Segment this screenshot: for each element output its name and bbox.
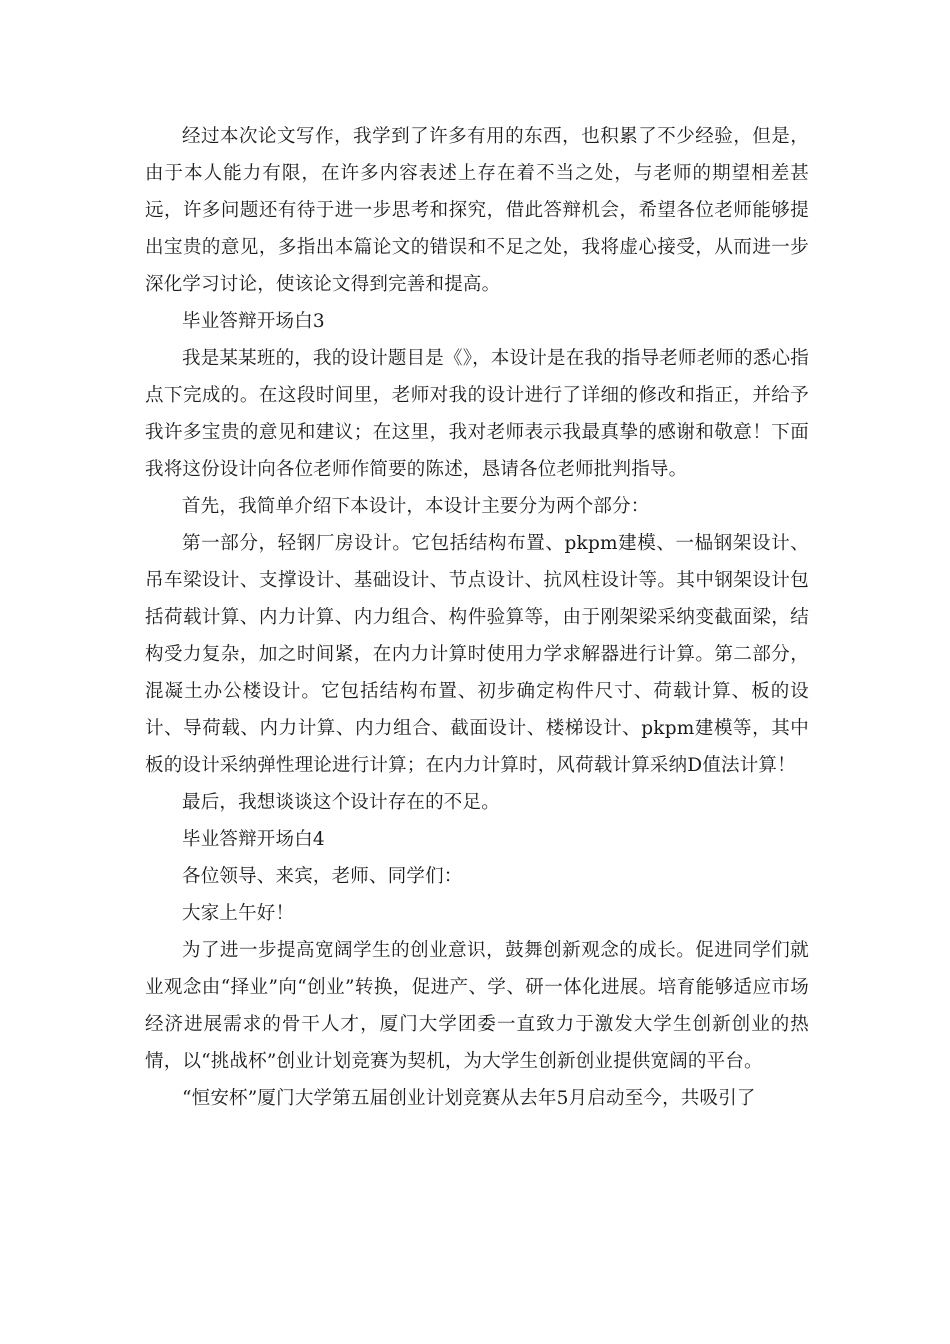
- heading-opening-3: 毕业答辩开场白3: [182, 311, 325, 332]
- paragraph-competition: “恒安杯”厦门大学第五届创业计划竞赛从去年5月启动至今，共吸引了: [182, 1088, 756, 1109]
- heading-opening-4: 毕业答辩开场白4: [182, 829, 325, 850]
- paragraph-entrepreneurship: 为了进一步提高宽阔学生的创业意识，鼓舞创新观念的成长。促进同学们就业观念由“择业”向“创业”转换，促进产、学、研一体化进展。培育能够适应市场经济进展需求的骨干人才，厦门大学团委一直致力于激发大学生创新创业的热情，以“挑战杯”创业计划竞赛为契机，为大学生创新创业提供宽阔的平台。: [145, 940, 809, 1072]
- paragraph-salutation: 各位领导、来宾，老师、同学们：: [182, 866, 463, 887]
- paragraph-greeting: 大家上午好！: [182, 903, 295, 924]
- paragraph-conclusion: 经过本次论文写作，我学到了许多有用的东西，也积累了不少经验，但是，由于本人能力有限，在许多内容表述上存在着不当之处，与老师的期望相差甚远，许多问题还有待于进一步思考和探究，借此答辩机会，希望各位老师能够提出宝贵的意见，多指出本篇论文的错误和不足之处，我将虚心接受，从而进一步深化学习讨论，使该论文得到完善和提高。: [145, 126, 809, 295]
- paragraph-overview: 首先，我简单介绍下本设计，本设计主要分为两个部分：: [182, 496, 650, 517]
- paragraph-intro-design: 我是某某班的，我的设计题目是《》，本设计是在我的指导老师老师的悉心指点下完成的。在这段时间里，老师对我的设计进行了详细的修改和指正，并给予我许多宝贵的意见和建议；在这里，我对老师表示我最真挚的感谢和敬意！下面我将这份设计向各位老师作简要的陈述，恳请各位老师批判指导。: [145, 348, 809, 480]
- paragraph-shortcomings: 最后，我想谈谈这个设计存在的不足。: [182, 792, 500, 813]
- paragraph-part-one-two: 第一部分，轻钢厂房设计。它包括结构布置、pkpm建模、一榀钢架设计、吊车梁设计、支撑设计、基础设计、节点设计、抗风柱设计等。其中钢架设计包括荷载计算、内力计算、内力组合、构件验算等，由于刚架梁采纳变截面梁，结构受力复杂，加之时间紧，在内力计算时使用力学求解器进行计算。第二部分，混凝土办公楼设计。它包括结构布置、初步确定构件尺寸、荷载计算、板的设计、导荷载、内力计算、内力组合、截面设计、楼梯设计、pkpm建模等，其中板的设计采纳弹性理论进行计算；在内力计算时，风荷载计算采纳D值法计算！: [145, 533, 809, 776]
- document-body: [145, 118, 809, 1117]
